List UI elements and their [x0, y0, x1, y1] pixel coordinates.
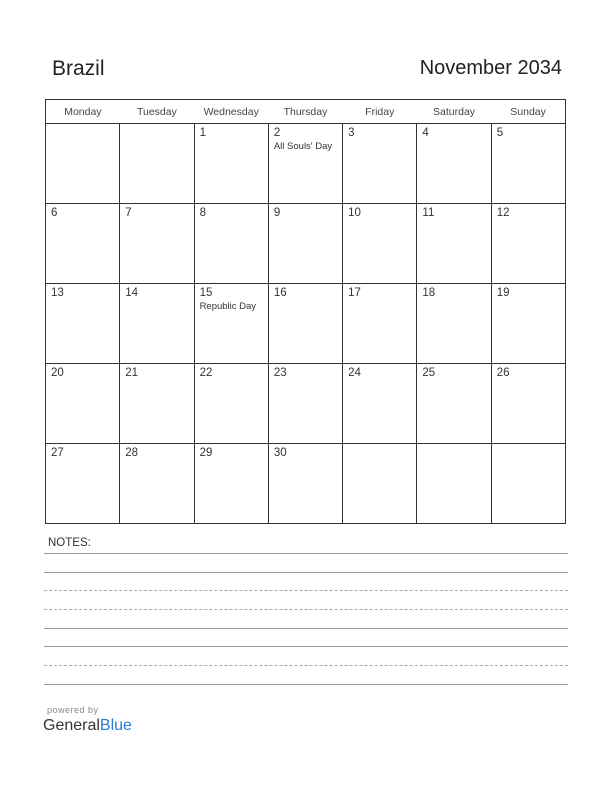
weekday-header: Tuesday — [120, 100, 194, 124]
calendar-body — [46, 124, 566, 524]
day-number: 27 — [51, 447, 64, 459]
calendar-day-cell — [120, 204, 194, 284]
calendar-day-cell — [120, 364, 194, 444]
calendar-day-cell — [46, 364, 120, 444]
day-number: 6 — [51, 207, 58, 219]
day-number: 21 — [125, 367, 139, 379]
calendar-day-cell — [343, 284, 417, 364]
calendar-day-cell — [46, 124, 120, 204]
logo-blue: Blue — [99, 717, 132, 734]
day-number: 25 — [422, 367, 436, 379]
day-number: 14 — [125, 287, 139, 299]
calendar-day-cell — [343, 444, 417, 524]
note-line — [44, 572, 568, 573]
day-number: 11 — [422, 207, 435, 219]
day-number: 10 — [348, 207, 361, 219]
calendar-week-row — [46, 444, 566, 524]
day-number: 5 — [496, 127, 504, 139]
calendar-day-cell — [268, 444, 342, 524]
notes-label: NOTES: — [48, 537, 91, 549]
calendar-week-row — [46, 204, 566, 284]
day-number: 7 — [125, 207, 132, 219]
day-number: 28 — [125, 447, 139, 459]
day-number: 15 — [199, 287, 213, 299]
country-title: Brazil — [52, 57, 105, 80]
calendar-day-cell — [491, 364, 565, 444]
calendar-day-cell — [491, 444, 565, 524]
day-number: 4 — [422, 127, 429, 139]
calendar-day-cell — [46, 204, 120, 284]
calendar-day-cell — [120, 284, 194, 364]
calendar-week-row — [46, 284, 566, 364]
note-line — [44, 553, 568, 554]
calendar-day-cell — [417, 364, 491, 444]
calendar-day-cell — [268, 124, 342, 204]
weekday-header: Wednesday — [194, 100, 268, 124]
calendar-day-cell — [268, 364, 342, 444]
day-number: 20 — [51, 367, 64, 379]
note-line — [44, 684, 568, 685]
holiday-label: Republic Day — [199, 301, 257, 312]
calendar-day-cell — [46, 284, 120, 364]
calendar-day-cell — [491, 284, 565, 364]
day-number: 22 — [199, 367, 213, 379]
calendar-grid — [45, 99, 566, 524]
calendar-day-cell — [194, 444, 268, 524]
calendar-day-cell — [417, 204, 491, 284]
holiday-label: All Souls' Day — [273, 141, 333, 152]
day-number: 1 — [199, 127, 206, 139]
day-number: 17 — [348, 287, 361, 299]
generalblue-logo — [43, 717, 132, 735]
weekday-header: Thursday — [268, 100, 342, 124]
calendar-day-cell — [343, 364, 417, 444]
calendar-day-cell — [194, 284, 268, 364]
calendar-day-cell — [417, 284, 491, 364]
note-line — [44, 609, 568, 610]
day-number: 9 — [273, 207, 281, 219]
calendar-day-cell — [268, 284, 342, 364]
day-number: 29 — [199, 447, 213, 459]
day-number: 30 — [273, 447, 287, 459]
calendar-day-cell — [194, 364, 268, 444]
logo-general: General — [43, 717, 100, 734]
calendar-day-cell — [491, 204, 565, 284]
note-line — [44, 646, 568, 647]
calendar-day-cell — [120, 124, 194, 204]
calendar-day-cell — [194, 124, 268, 204]
day-number: 12 — [496, 207, 510, 219]
calendar-week-row — [46, 364, 566, 444]
day-number: 19 — [496, 287, 510, 299]
weekday-header: Sunday — [491, 100, 565, 124]
weekday-header-row — [46, 100, 566, 124]
day-number: 24 — [348, 367, 361, 379]
calendar-day-cell — [268, 204, 342, 284]
day-number: 16 — [273, 287, 287, 299]
weekday-header: Monday — [46, 100, 120, 124]
calendar-day-cell — [46, 444, 120, 524]
day-number: 26 — [496, 367, 510, 379]
note-line — [44, 628, 568, 629]
calendar-day-cell — [417, 444, 491, 524]
calendar-week-row — [46, 124, 566, 204]
calendar-day-cell — [343, 124, 417, 204]
calendar-day-cell — [491, 124, 565, 204]
month-year-title: November 2034 — [419, 57, 562, 79]
calendar-day-cell — [343, 204, 417, 284]
day-number: 8 — [199, 207, 206, 219]
note-line — [44, 590, 568, 591]
day-number: 13 — [51, 287, 64, 299]
calendar-day-cell — [417, 124, 491, 204]
calendar-day-cell — [194, 204, 268, 284]
day-number: 3 — [348, 127, 355, 139]
powered-by-text: powered by — [47, 705, 99, 715]
weekday-header: Friday — [343, 100, 417, 124]
day-number: 2 — [273, 127, 281, 139]
day-number: 18 — [422, 287, 436, 299]
weekday-header: Saturday — [417, 100, 491, 124]
calendar-day-cell — [120, 444, 194, 524]
day-number: 23 — [273, 367, 287, 379]
note-line — [44, 665, 568, 666]
